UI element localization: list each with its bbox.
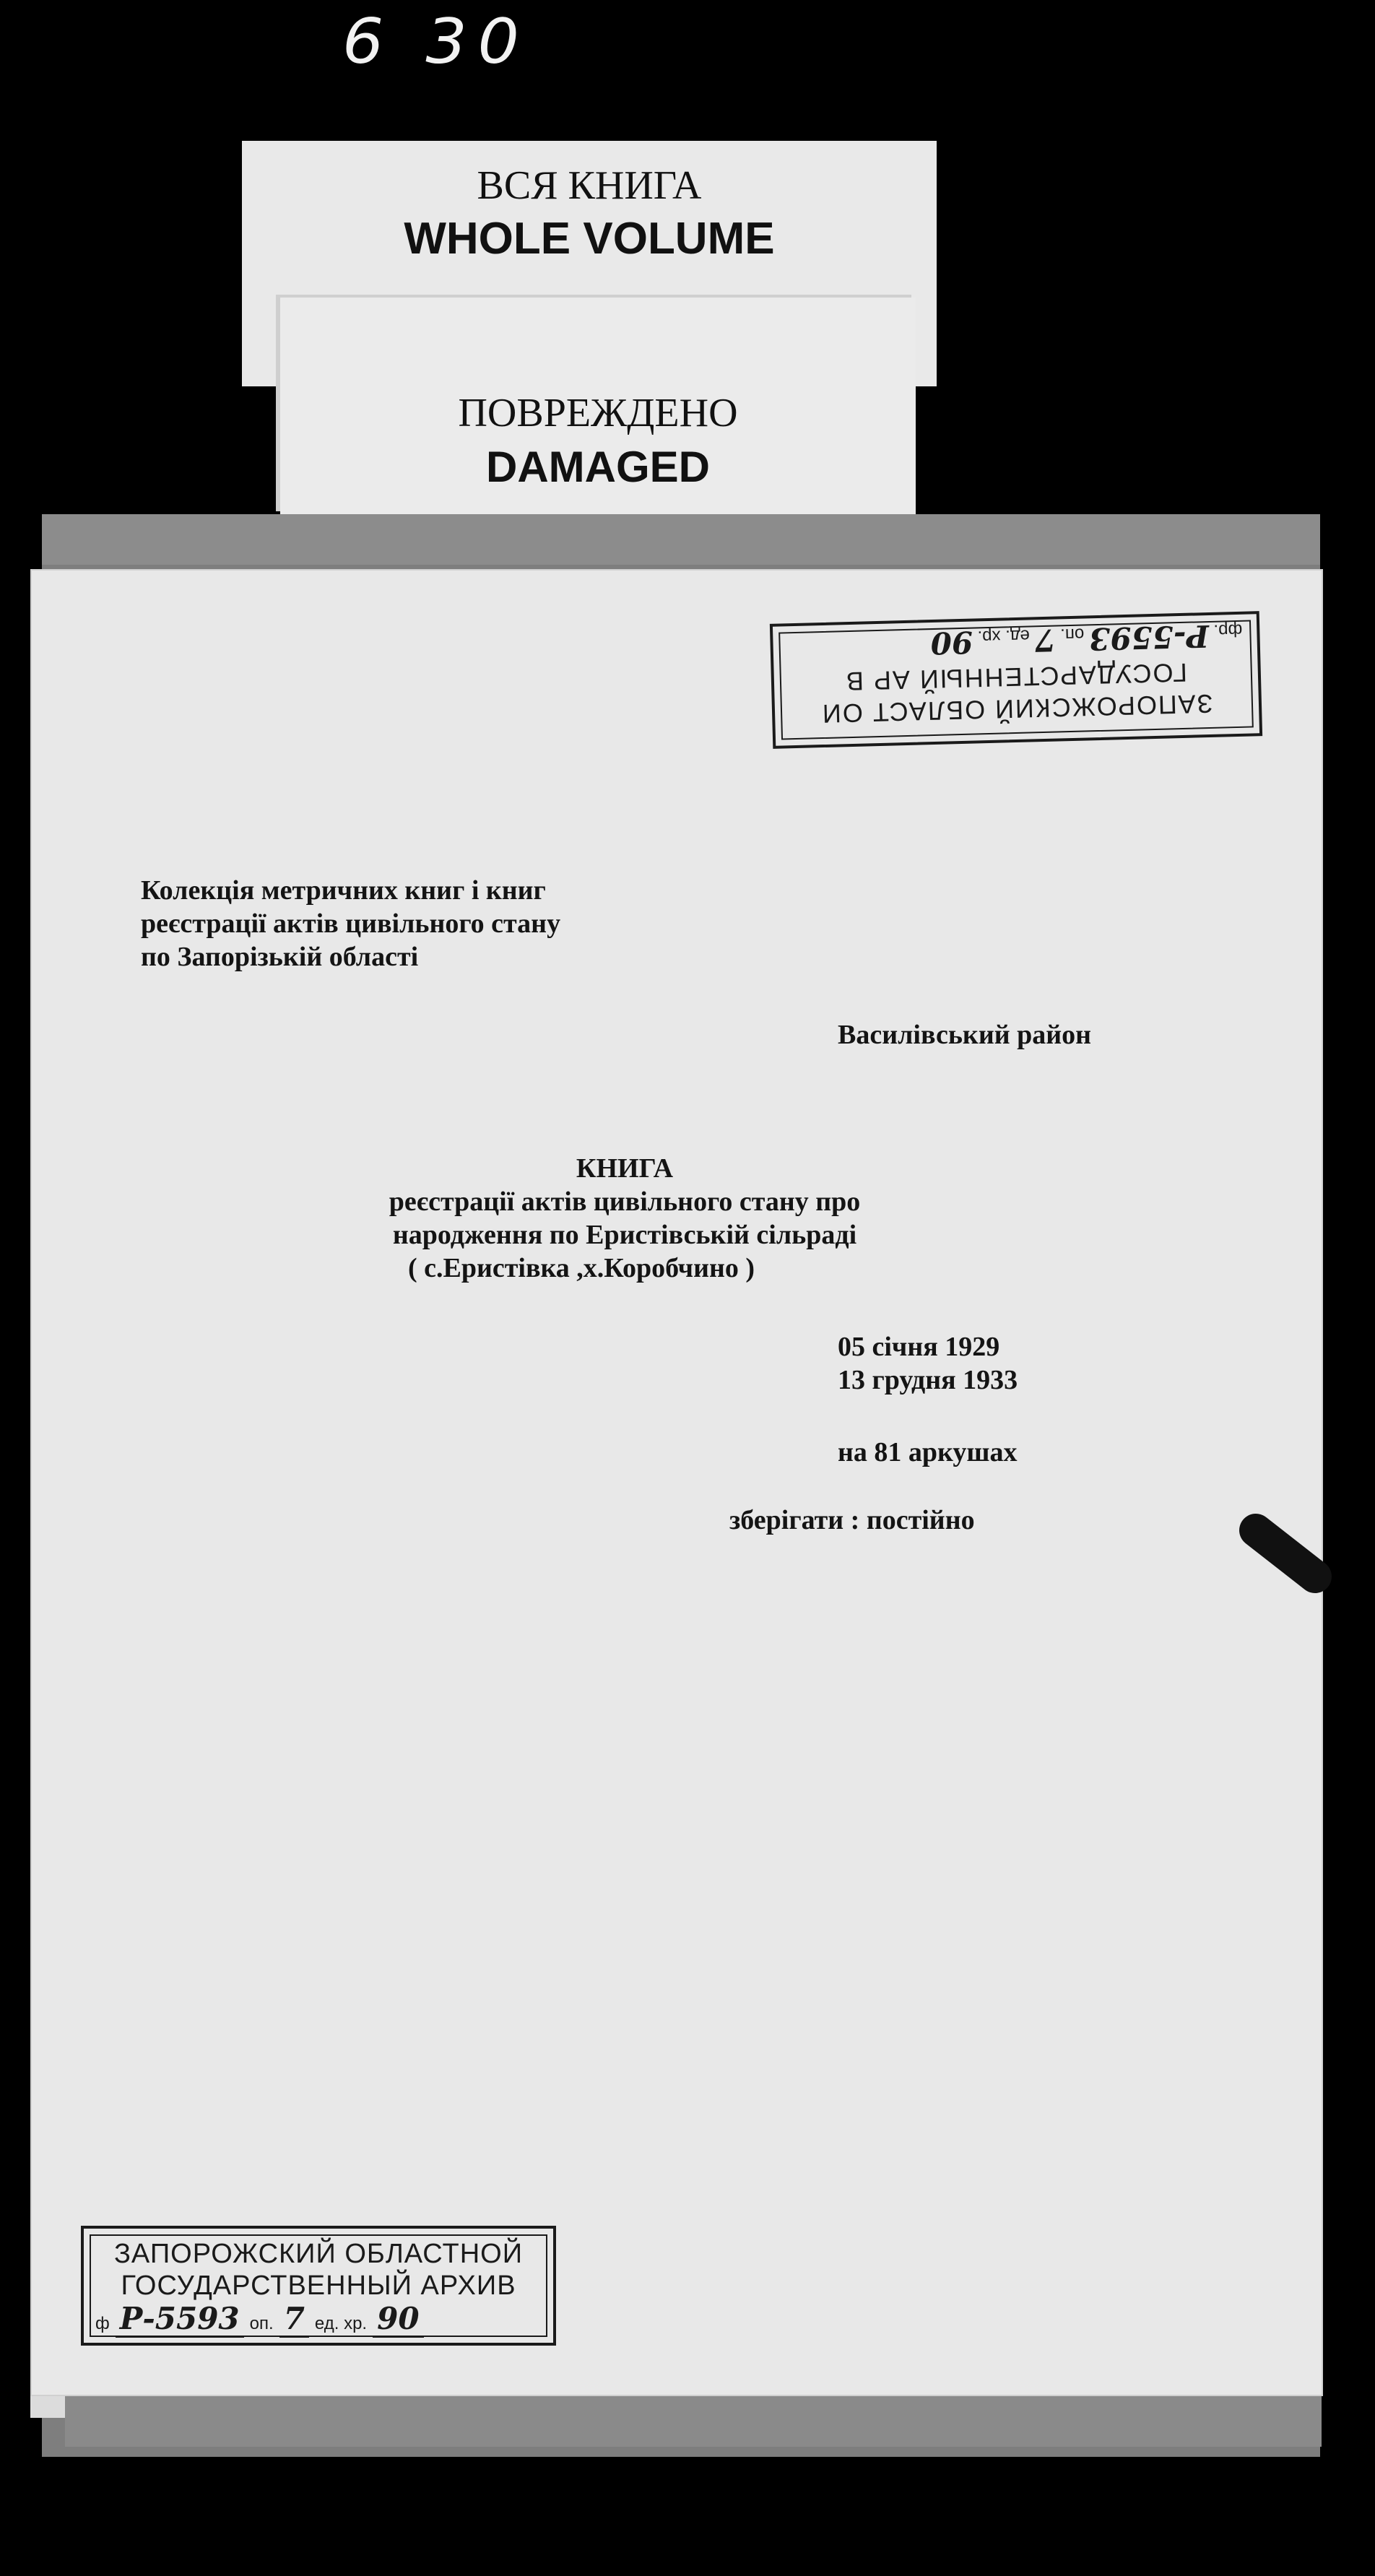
damaged-ru: ПОВРЕЖДЕНО bbox=[458, 391, 738, 435]
reel-marker: 6 30 bbox=[342, 6, 530, 78]
opis-label: оп. bbox=[1059, 624, 1085, 645]
sheet-count: на 81 аркушах bbox=[838, 1437, 1018, 1467]
date-start: 05 січня 1929 bbox=[838, 1332, 1000, 1362]
damaged-target bbox=[280, 298, 916, 514]
unit-value: 90 bbox=[373, 2301, 423, 2338]
unit-label: ед. хр. bbox=[314, 2314, 368, 2333]
title-page bbox=[30, 569, 1323, 2396]
unit-label: ед. хр. bbox=[977, 625, 1031, 647]
archive-stamp-top bbox=[770, 611, 1262, 749]
collection-line: реєстрації актів цивільного стану bbox=[141, 908, 561, 939]
collection-line: по Запорізькій області bbox=[141, 942, 419, 972]
whole-volume-en: WHOLE VOLUME bbox=[404, 214, 775, 264]
archive-stamp-bottom bbox=[81, 2226, 556, 2346]
collection-heading bbox=[141, 874, 791, 973]
stamp-line-2: ГОСУДАРСТЕННЫЙ АР В bbox=[844, 657, 1188, 697]
description-line: ( с.Еристівка ,х.Коробчино ) bbox=[407, 1253, 755, 1283]
district: Василівський район bbox=[838, 1020, 1092, 1050]
collection-line: Колекція метричних книг і книг bbox=[141, 875, 546, 906]
retention-period: зберігати : постійно bbox=[729, 1505, 975, 1535]
date-range bbox=[838, 1330, 1127, 1397]
opis-value: 7 bbox=[279, 2301, 309, 2338]
stamp-rotated-content bbox=[773, 614, 1259, 745]
date-end: 13 грудня 1933 bbox=[838, 1365, 1018, 1395]
description-line: народження по Еристівській сільраді bbox=[392, 1220, 857, 1250]
book-title-block bbox=[289, 1152, 960, 1285]
book-cover-top-edge bbox=[42, 514, 1320, 565]
book-title: КНИГА bbox=[576, 1153, 674, 1184]
damaged-en: DAMAGED bbox=[486, 443, 710, 491]
unit-value: 90 bbox=[930, 624, 973, 662]
fond-value: Р-5593 bbox=[116, 2301, 244, 2338]
stamp-line-2: ГОСУДАРСТВЕННЫЙ АРХИВ bbox=[121, 2271, 516, 2301]
fond-label: фр. bbox=[1213, 620, 1243, 641]
stamp-line-3 bbox=[95, 2301, 542, 2338]
description-line: реєстрації актів цивільного стану про bbox=[389, 1187, 861, 1217]
fond-value: Р-5593 bbox=[1088, 617, 1210, 657]
fond-label: ф bbox=[95, 2314, 110, 2333]
opis-label: оп. bbox=[249, 2314, 274, 2333]
whole-volume-ru: ВСЯ КНИГА bbox=[477, 163, 702, 208]
book-cover-bottom-edge bbox=[65, 2396, 1322, 2447]
opis-value: 7 bbox=[1033, 622, 1057, 659]
stamp-line-1: ЗАПОРОЖСКИЙ ОБЛАСТНОЙ bbox=[113, 2239, 524, 2269]
stamp-line-1: ЗАПОРОЖСКИЙ ОБЛАСТ ОИ bbox=[820, 688, 1213, 729]
